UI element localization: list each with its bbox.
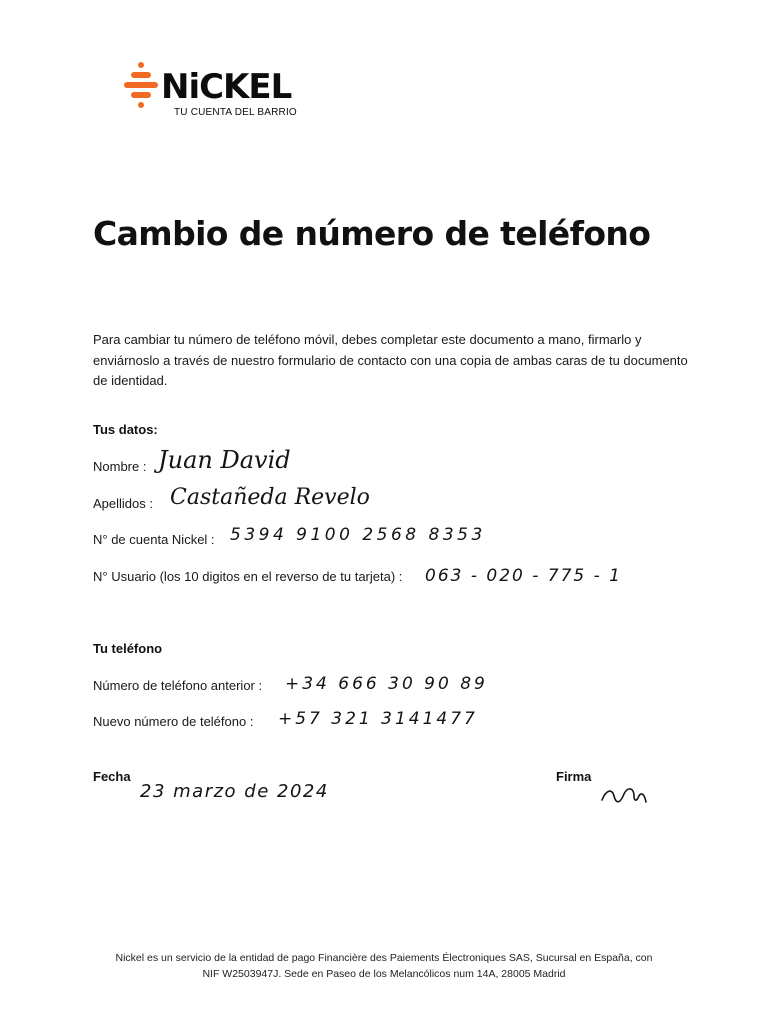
anterior-value[interactable]: +34 666 30 90 89 bbox=[285, 674, 488, 694]
usuario-label: N° Usuario (los 10 digitos en el reverso de tu tarjeta) : bbox=[93, 569, 403, 584]
cuenta-value[interactable]: 5394 9100 2568 8353 bbox=[230, 525, 486, 545]
intro-text: Para cambiar tu número de teléfono móvil, debes completar este documento a mano, firmarlo y enviárnoslo a través de nuestro formulario de contacto con una copia de ambas caras de tu documento de identidad. bbox=[93, 332, 688, 388]
nuevo-value[interactable]: +57 321 3141477 bbox=[278, 709, 478, 729]
nombre-value[interactable]: Juan David bbox=[158, 446, 291, 474]
handwritten-signature-icon[interactable] bbox=[600, 782, 650, 808]
nombre-label: Nombre : bbox=[93, 459, 147, 474]
personal-data-heading: Tus datos: bbox=[93, 422, 158, 437]
cuenta-label: N° de cuenta Nickel : bbox=[93, 532, 215, 547]
fecha-value[interactable]: 23 marzo de 2024 bbox=[140, 781, 329, 802]
brand-tagline: TU CUENTA DEL BARRIO bbox=[174, 107, 297, 118]
fecha-label: Fecha bbox=[93, 769, 131, 784]
footer-line-1: Nickel es un servicio de la entidad de pago Financière des Paiements Électroniques SAS, Sucursal en España, con bbox=[115, 952, 653, 964]
nickel-logo-icon bbox=[124, 62, 158, 118]
phone-heading: Tu teléfono bbox=[93, 641, 163, 656]
nickel-logo bbox=[124, 62, 304, 122]
brand-name: NiCKEL bbox=[161, 67, 292, 107]
legal-footer bbox=[84, 950, 684, 982]
usuario-value[interactable]: 063 - 020 - 775 - 1 bbox=[425, 566, 622, 586]
apellidos-label: Apellidos : bbox=[93, 496, 153, 511]
apellidos-value[interactable]: Castañeda Revelo bbox=[170, 485, 370, 510]
nuevo-label: Nuevo número de teléfono : bbox=[93, 714, 254, 729]
firma-label: Firma bbox=[556, 769, 592, 784]
page-title: Cambio de número de teléfono bbox=[93, 214, 651, 253]
anterior-label: Número de teléfono anterior : bbox=[93, 678, 263, 693]
footer-line-2: NIF W2503947J. Sede en Paseo de los Melancólicos num 14A, 28005 Madrid bbox=[202, 968, 566, 980]
